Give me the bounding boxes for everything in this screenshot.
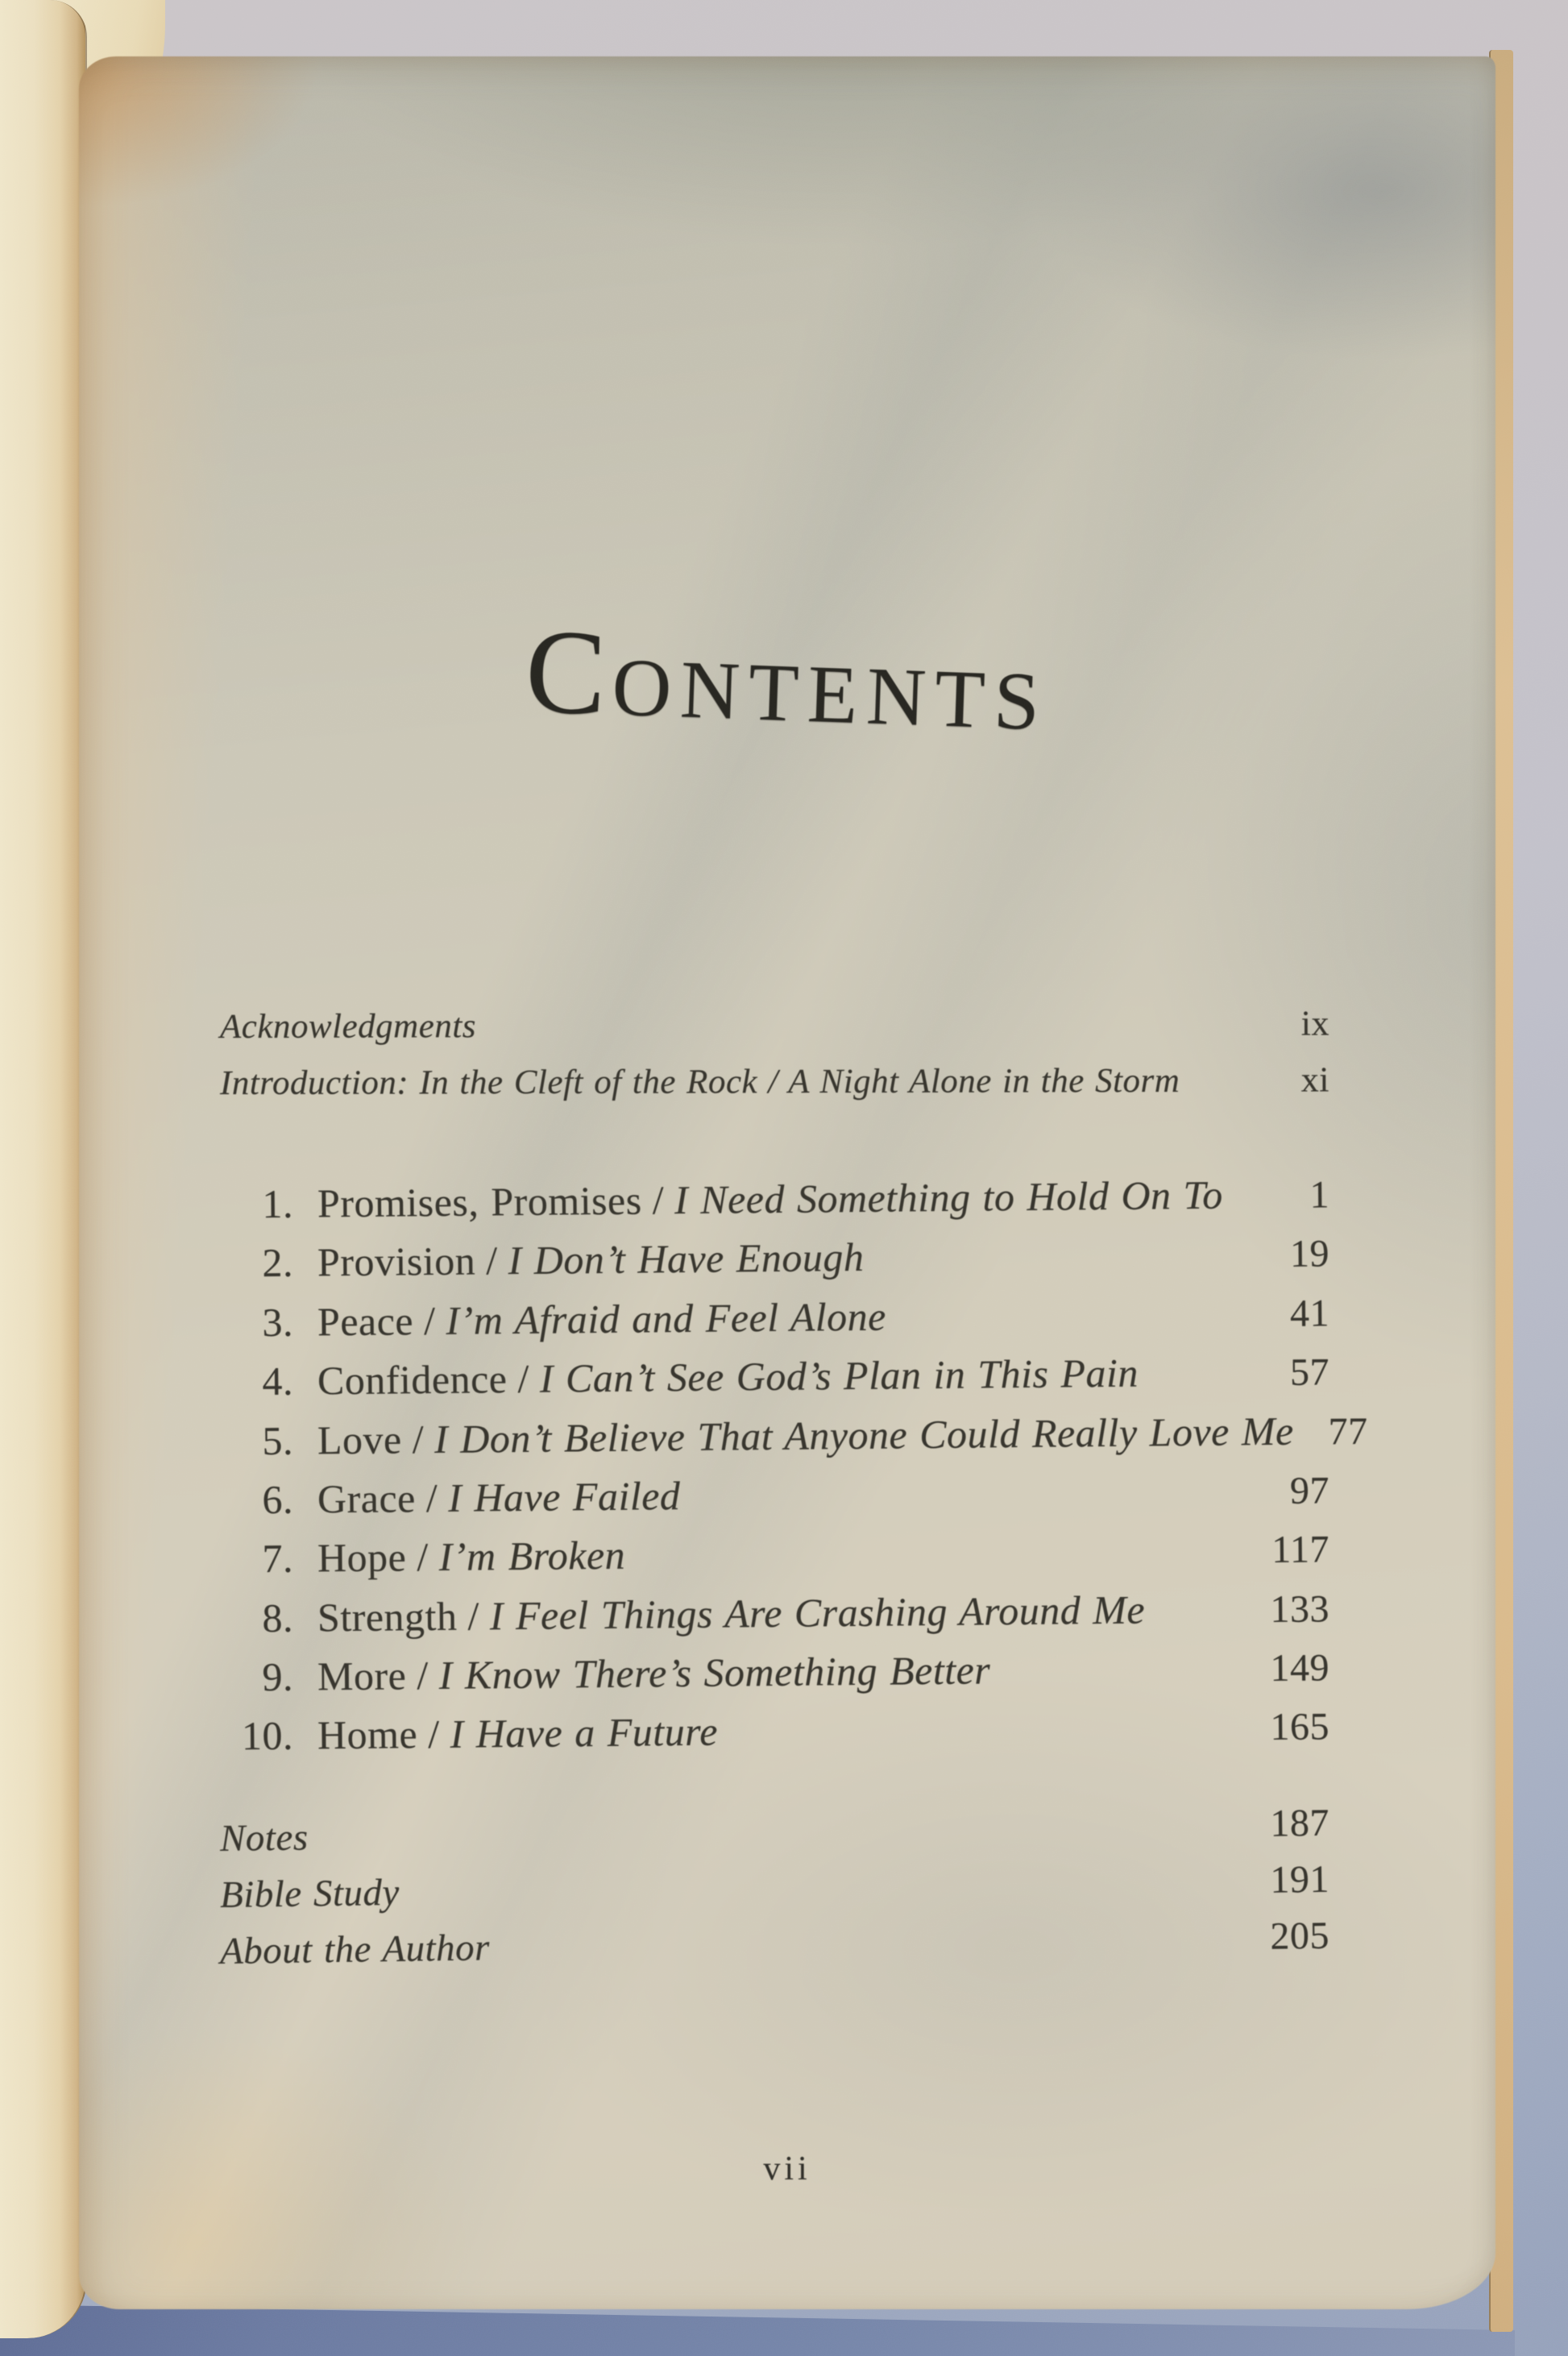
chapter-number: 6. [262, 1476, 294, 1523]
leader-space [886, 1326, 1255, 1329]
page-number: 187 [1269, 1801, 1330, 1845]
chapter-subtitle: I’m Afraid and Feel Alone [446, 1293, 887, 1343]
title-rest: ONTENTS [610, 641, 1051, 749]
chapter-title: Love [317, 1417, 402, 1463]
chapter-number: 2. [262, 1239, 294, 1286]
chapter-subtitle: I Need Something to Hold On To [674, 1172, 1223, 1223]
chapter-subtitle: I Can’t See God’s Plan in This Pain [539, 1350, 1139, 1401]
entry-label: About the Author [219, 1927, 491, 1972]
entry-label: Introduction: In the Cleft of the Rock / A Night Alone in the Storm [219, 1061, 1180, 1102]
toc-entry-chapter-10 [184, 1703, 1329, 1759]
toc-entry-chapter-1 [184, 1172, 1329, 1227]
chapter-title: Grace [317, 1475, 417, 1522]
separator: / [485, 1238, 498, 1284]
separator: / [417, 1534, 429, 1580]
page-number: 165 [1270, 1705, 1330, 1749]
contents-page [79, 56, 1495, 2309]
chapter-subtitle: I Know There’s Something Better [438, 1647, 991, 1698]
leader-space [476, 1035, 1255, 1038]
entry-label: Bible Study [219, 1871, 400, 1916]
entry-label: Acknowledgments [219, 1007, 477, 1046]
chapter-title: Hope [317, 1534, 407, 1581]
page-number: xi [1300, 1060, 1330, 1100]
toc-entry-chapter-4 [184, 1349, 1329, 1404]
page-number: 77 [1328, 1409, 1368, 1454]
toc-entry-chapter-2 [184, 1230, 1329, 1286]
separator: / [412, 1417, 425, 1462]
page-number: 57 [1289, 1350, 1330, 1394]
separator: / [417, 1653, 429, 1699]
chapter-number: 4. [262, 1358, 294, 1404]
chapter-number: 3. [262, 1299, 294, 1346]
chapter-number: 8. [262, 1595, 294, 1641]
toc-entry-about-author [220, 1915, 1330, 1973]
separator: / [652, 1177, 665, 1223]
chapter-title: Strength [317, 1593, 458, 1640]
chapter-number: 7. [262, 1535, 294, 1582]
separator: / [427, 1711, 440, 1757]
leader-space [1145, 1622, 1255, 1623]
chapter-number: 1. [262, 1180, 294, 1227]
page-number: 19 [1289, 1232, 1330, 1275]
chapter-number: 5. [262, 1417, 294, 1464]
page-number: 133 [1270, 1587, 1330, 1632]
toc-entry-chapter-8 [184, 1586, 1329, 1641]
page-number: ix [1300, 1003, 1330, 1043]
leader-space [681, 1504, 1256, 1509]
page-title [77, 586, 1498, 774]
separator: / [425, 1475, 438, 1521]
page-number: 205 [1269, 1914, 1330, 1958]
chapter-subtitle: I Feel Things Are Crashing Around Me [489, 1587, 1146, 1639]
separator: / [423, 1298, 436, 1344]
page-number: 1 [1309, 1173, 1330, 1217]
page-number: 97 [1289, 1469, 1330, 1512]
entry-label: Notes [219, 1816, 309, 1860]
chapter-title: Promises, Promises [317, 1177, 642, 1226]
separator: / [467, 1593, 480, 1639]
chapter-subtitle: I’m Broken [438, 1532, 626, 1579]
leader-space [625, 1562, 1255, 1569]
chapter-subtitle: I Have a Future [450, 1708, 719, 1757]
chapter-subtitle: I Have Failed [447, 1473, 681, 1520]
toc-entry-bible-study [220, 1859, 1330, 1917]
toc-entry-acknowledgments [220, 1004, 1329, 1046]
chapter-title: Provision [317, 1238, 476, 1285]
toc-entry-chapter-7 [184, 1526, 1329, 1582]
separator: / [517, 1355, 530, 1402]
leader-space [490, 1949, 1255, 1960]
chapter-subtitle: I Don’t Have Enough [508, 1234, 865, 1284]
chapter-title: Peace [317, 1298, 414, 1345]
chapter-number: 9. [262, 1653, 294, 1700]
page-number: 191 [1269, 1857, 1330, 1902]
leader-space [865, 1267, 1256, 1271]
toc-entry-introduction [220, 1060, 1329, 1102]
title-initial: C [523, 604, 616, 741]
toc-entry-chapter-5 [184, 1408, 1368, 1464]
page-number: 41 [1289, 1292, 1330, 1335]
chapter-title: Confidence [317, 1356, 508, 1404]
chapter-title: Home [317, 1711, 418, 1758]
chapter-subtitle: I Don’t Believe That Anyone Could Really Love Me [433, 1408, 1294, 1462]
left-page-edges [0, 0, 87, 2338]
chapter-title: More [317, 1653, 407, 1699]
toc-entry-chapter-9 [184, 1645, 1329, 1700]
toc-entry-notes [220, 1802, 1330, 1860]
leader-space [718, 1740, 1255, 1744]
toc-entry-chapter-3 [184, 1290, 1329, 1346]
leader-space [1139, 1385, 1255, 1386]
leader-space [400, 1893, 1255, 1905]
page-number: 149 [1270, 1646, 1330, 1690]
leader-space [990, 1681, 1255, 1683]
toc-entry-chapter-6 [184, 1467, 1329, 1523]
chapter-number: 10. [241, 1712, 294, 1759]
leader-space [309, 1836, 1255, 1849]
page-number: 117 [1271, 1528, 1330, 1572]
folio-page-number: vii [763, 2151, 811, 2188]
